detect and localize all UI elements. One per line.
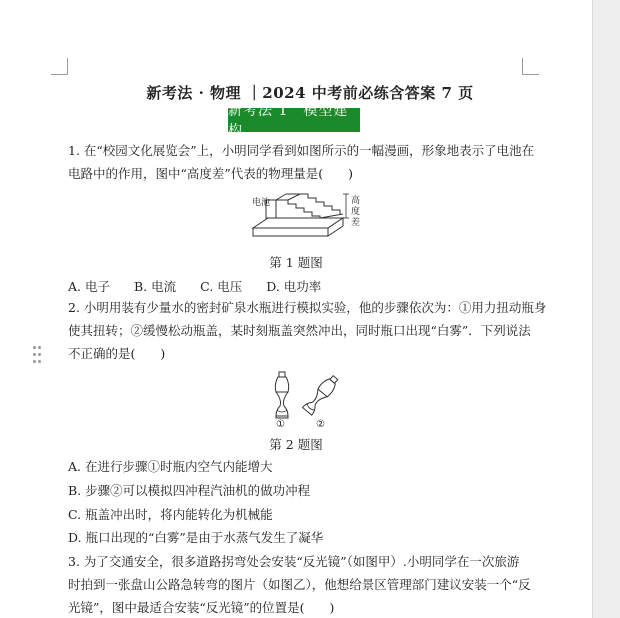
q3-stem-line-3: 光镜”，图中最适合安装“反光镜”的位置是( ) [68,600,335,615]
right-side-panel [592,0,620,618]
q1-figure [248,190,368,245]
paragraph-drag-handle[interactable] [33,346,41,364]
q3-stem-line-1: 3. 为了交通安全，很多道路拐弯处会安装“反光镜”（如图甲）.小明同学在一次旅游 [68,554,520,569]
document-title: 新考法 · 物理 ｜2024 中考前必练含答案 7 页 [146,84,474,102]
q1-figure-label-battery: 电池 [252,198,271,208]
q2-option-b: B. 步骤②可以模拟四冲程汽油机的做功冲程 [68,483,311,498]
q2-option-d: D. 瓶口出现的“白雾”是由于水蒸气发生了凝华 [68,530,324,545]
q1-figure-caption: 第 1 题图 [269,255,323,270]
q1-figure-label-height-2: 度 [351,207,361,217]
q2-figure [268,370,352,428]
q1-option-b: B. 电流 [133,279,177,294]
q3-stem-line-2: 时拍到一张盘山公路急转弯的图片（如图乙），他想给景区管理部门建议安装一个“反 [68,577,531,592]
q1-figure-label-height-3: 差 [351,218,361,228]
q1-stem-line-1: 1. 在“校园文化展览会”上，小明同学看到如图所示的一幅漫画，形象地表示了电池在 [68,143,535,158]
q1-option-c: C. 电压 [200,279,243,294]
q2-option-a: A. 在进行步骤①时瓶内空气内能增大 [68,459,273,474]
q1-option-d: D. 电功率 [266,279,322,294]
q1-options [68,277,321,295]
q2-stem-line-3: 不正确的是( ) [68,346,166,361]
q2-figure-caption: 第 2 题图 [269,437,323,452]
section-label: 新考法 1 模型建构 [228,108,360,132]
page-corner-mark-top-left [51,58,68,75]
q2-stem-line-2: 使其扭转；②缓慢松动瓶盖，某时刻瓶盖突然冲出，同时瓶口出现“白雾”．下列说法 [68,323,531,338]
q2-option-c: C. 瓶盖冲出时，将内能转化为机械能 [68,507,273,522]
q2-stem-line-1: 2. 小明用装有少量水的密封矿泉水瓶进行模拟实验，他的步骤依次为：①用力扭动瓶身 [68,300,547,315]
page-corner-mark-top-right [522,58,539,75]
q2-figure-label-2: ② [316,419,325,428]
q1-figure-label-height-1: 高 [351,196,361,206]
q2-figure-label-1: ① [276,419,285,428]
q1-option-a: A. 电子 [68,279,110,294]
q1-stem-line-2: 电路中的作用，图中“高度差”代表的物理量是( ) [68,166,354,181]
